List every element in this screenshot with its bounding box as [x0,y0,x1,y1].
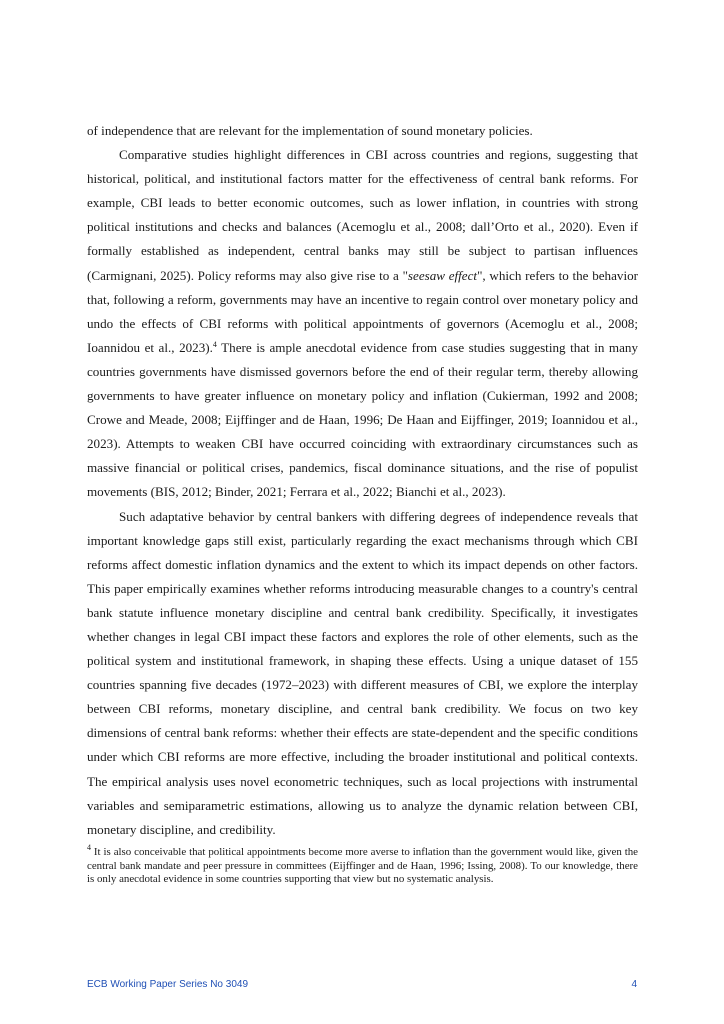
paragraph-1: of independence that are relevant for the implementation of sound monetary policies. [87,123,533,138]
seesaw-effect-term: seesaw effect [407,267,478,283]
paragraph-3: Such adaptative behavior by central bankers with differing degrees of independence reveals that important knowledge gaps still exist, particularly regarding the exact mechanisms through which CBI reforms affect domestic inflation dynamics and the extent to which its impact depends on other factors. This paper empirically examines whether reforms introducing measurable changes to a country's central bank statute influence monetary discipline and central bank credibility. Specifically, it investigates whether changes in legal CBI impact these factors and explores the role of other elements, such as the political system and institutional framework, in shaping these effects. Using a unique dataset of 155 countries spanning five decades (1972–2023) with different measures of CBI, we explore the interplay between CBI reforms, monetary discipline, and central bank credibility. We focus on two key dimensions of central bank reforms: whether their effects are state-dependent and the specific conditions under which CBI reforms are more effective, including the broader institutional and political contexts. The empirical analysis uses novel econometric techniques, such as local projections with instrumental variables and semiparametric estimations, allowing us to analyze the dynamic relation between CBI, monetary discipline, and credibility. [87,508,638,837]
footnote-text: It is also conceivable that political appointments become more averse to inflation than the government would like, given the central bank mandate and peer pressure in committees (Eijffinger and de Haan, 1996; Issing, 2008). To our knowledge, there is only anecdotal evidence in some countries supporting that view but no systematic analysis. [87,846,638,886]
main-text [87,119,638,842]
paragraph-2-part-b: ", which refers to the behavior that, following a reform, governments may have an incentive to regain control over monetary policy and undo the effects of CBI reforms with political appointments of governors (Acemoglu et al., 2008; Ioannidou et al., 2023). [87,267,639,355]
footnote-marker: 4 [87,843,91,852]
footnote-4 [87,843,638,887]
paragraph-2 [87,143,638,504]
paragraph-2-part-a: Comparative studies highlight differences in CBI across countries and regions, suggesting that historical, political, and institutional factors matter for the effectiveness of central bank reforms. For example, CBI leads to better economic outcomes, such as lower inflation, in countries with strong political institutions and checks and balances (Acemoglu et al., 2008; dall’Orto et al., 2020). Even if formally established as independent, central banks may still be subject to partisan influences (Carmignani, 2025). Policy reforms may also give rise to a " [87,147,638,283]
paragraph-2-part-c: There is ample anecdotal evidence from case studies suggesting that in many countries governments have dismissed governors before the end of their regular term, thereby allowing governments to have greater influence on monetary policy and inflation (Cukierman, 1992 and 2008; Crowe and Meade, 2008; Eijffinger and de Haan, 1996; De Haan and Eijffinger, 2019; Ioannidou et al., 2023). Attempts to weaken CBI have occurred coinciding with extraordinary circumstances such as massive financial or political crises, pandemics, fiscal dominance situations, and the rise of populist movements (BIS, 2012; Binder, 2021; Ferrara et al., 2022; Bianchi et al., 2023). [87,339,638,500]
footer-series-title: ECB Working Paper Series No 3049 [87,979,249,990]
footer-page-number: 4 [631,979,637,990]
footnote-reference-4[interactable]: 4 [212,339,217,349]
